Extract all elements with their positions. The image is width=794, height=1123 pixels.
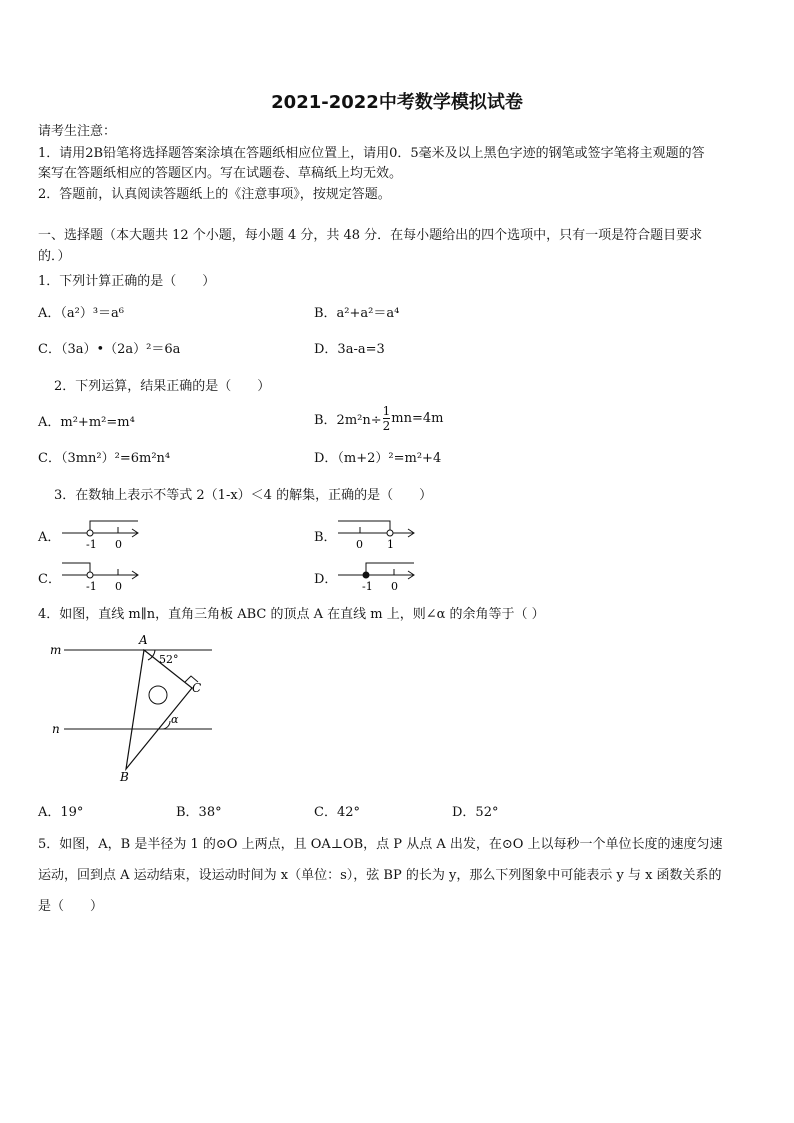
q2-stem: 2．下列运算，结果正确的是（ ）	[54, 379, 271, 394]
q4-stem: 4．如图，直线 m∥n，直角三角板 ABC 的顶点 A 在直线 m 上，则∠α 的余角等于（ ）	[38, 607, 545, 622]
open-point	[87, 572, 93, 578]
closed-point	[363, 572, 369, 578]
notice-item-2: 2．答题前，认真阅读答题纸上的《注意事项》，按规定答题。	[38, 187, 391, 202]
solution-bracket	[366, 563, 414, 575]
tick-label-neg1: -1	[86, 580, 97, 593]
tick-label-1: 1	[387, 538, 394, 551]
label-angle-52: 52°	[159, 653, 179, 666]
label-n: n	[52, 722, 60, 736]
q2-option-a: A．m²+m²=m⁴	[38, 415, 135, 430]
q2-option-b-suffix: mn=4m	[391, 410, 444, 426]
q4-figure	[44, 630, 224, 788]
section-1-heading-line-1: 一、选择题（本大题共 12 个小题，每小题 4 分，共 48 分．在每小题给出的四个选项中，只有一项是符合题目要求	[38, 228, 703, 243]
solution-bracket	[338, 521, 390, 533]
q4-option-b: B．38°	[176, 805, 222, 820]
q5-line-2: 运动，回到点 A 运动结束，设运动时间为 x（单位：s），弦 BP 的长为 y，那么下列图象中可能表示 y 与 x 函数关系的	[38, 868, 722, 883]
label-b: B	[120, 770, 129, 784]
section-1-heading-line-2: 的．）	[38, 249, 71, 264]
q3-option-c-number-line	[60, 557, 142, 593]
q3-option-a-number-line	[60, 515, 142, 551]
label-c: C	[192, 681, 202, 695]
q2-option-c: C．（3mn²）²=6m²n⁴	[38, 451, 171, 466]
q1-option-b: B．a²+a²＝a⁴	[314, 306, 400, 321]
label-alpha: α	[171, 713, 179, 726]
q3-option-a-label: A．	[38, 530, 61, 545]
q3-stem: 3．在数轴上表示不等式 2（1-x）＜4 的解集，正确的是（ ）	[54, 488, 433, 503]
triangle-abc	[126, 650, 192, 769]
solution-bracket	[62, 563, 90, 575]
solution-bracket	[90, 521, 138, 533]
q1-option-d: D．3a-a=3	[314, 342, 385, 357]
q3-option-b-number-line	[336, 515, 418, 551]
label-a: A	[139, 633, 148, 647]
q5-line-1: 5．如图，A，B 是半径为 1 的⊙O 上两点，且 OA⊥OB，点 P 从点 A 出发，在⊙O 上以每秒一个单位长度的速度匀速	[38, 837, 723, 852]
notice-item-1-line-2: 案写在答题纸相应的答题区内。写在试题卷、草稿纸上均无效。	[38, 166, 403, 181]
q4-option-a: A．19°	[38, 805, 84, 820]
q2-option-b	[314, 400, 443, 436]
label-m: m	[50, 643, 62, 657]
page-title: 2021-2022中考数学模拟试卷	[271, 92, 523, 113]
open-point	[87, 530, 93, 536]
notice-heading: 请考生注意：	[38, 124, 117, 139]
q2-option-d: D．（m+2）²=m²+4	[314, 451, 442, 466]
tick-label-0: 0	[391, 580, 398, 593]
q3-option-d-label: D．	[314, 572, 338, 587]
tick-label-neg1: -1	[362, 580, 373, 593]
q1-option-a: A．（a²）³＝a⁶	[38, 306, 125, 321]
q5-line-3: 是（ ）	[38, 899, 104, 914]
q4-option-d: D．52°	[452, 805, 499, 820]
q2-option-b-prefix: B．2m²n÷	[314, 412, 382, 428]
notice-item-1-line-1: 1．请用2B铅笔将选择题答案涂填在答题纸相应位置上，请用0．5毫米及以上黑色字迹的钢笔或签字笔将主观题的答	[38, 146, 705, 161]
q1-option-c: C．（3a）•（2a）²＝6a	[38, 342, 181, 357]
q4-option-c: C．42°	[314, 805, 360, 820]
open-point	[387, 530, 393, 536]
q3-option-b-label: B．	[314, 530, 337, 545]
tick-label-0: 0	[356, 538, 363, 551]
tick-label-0: 0	[115, 580, 122, 593]
tick-label-0: 0	[115, 538, 122, 551]
triangle-hole	[149, 686, 167, 704]
q3-option-c-label: C．	[38, 572, 61, 587]
q1-stem: 1．下列计算正确的是（ ）	[38, 274, 216, 289]
fraction-denominator: 2	[382, 418, 391, 433]
fraction	[383, 404, 391, 433]
fraction-numerator: 1	[382, 403, 391, 418]
tick-label-neg1: -1	[86, 538, 97, 551]
q3-option-d-number-line	[336, 557, 418, 593]
